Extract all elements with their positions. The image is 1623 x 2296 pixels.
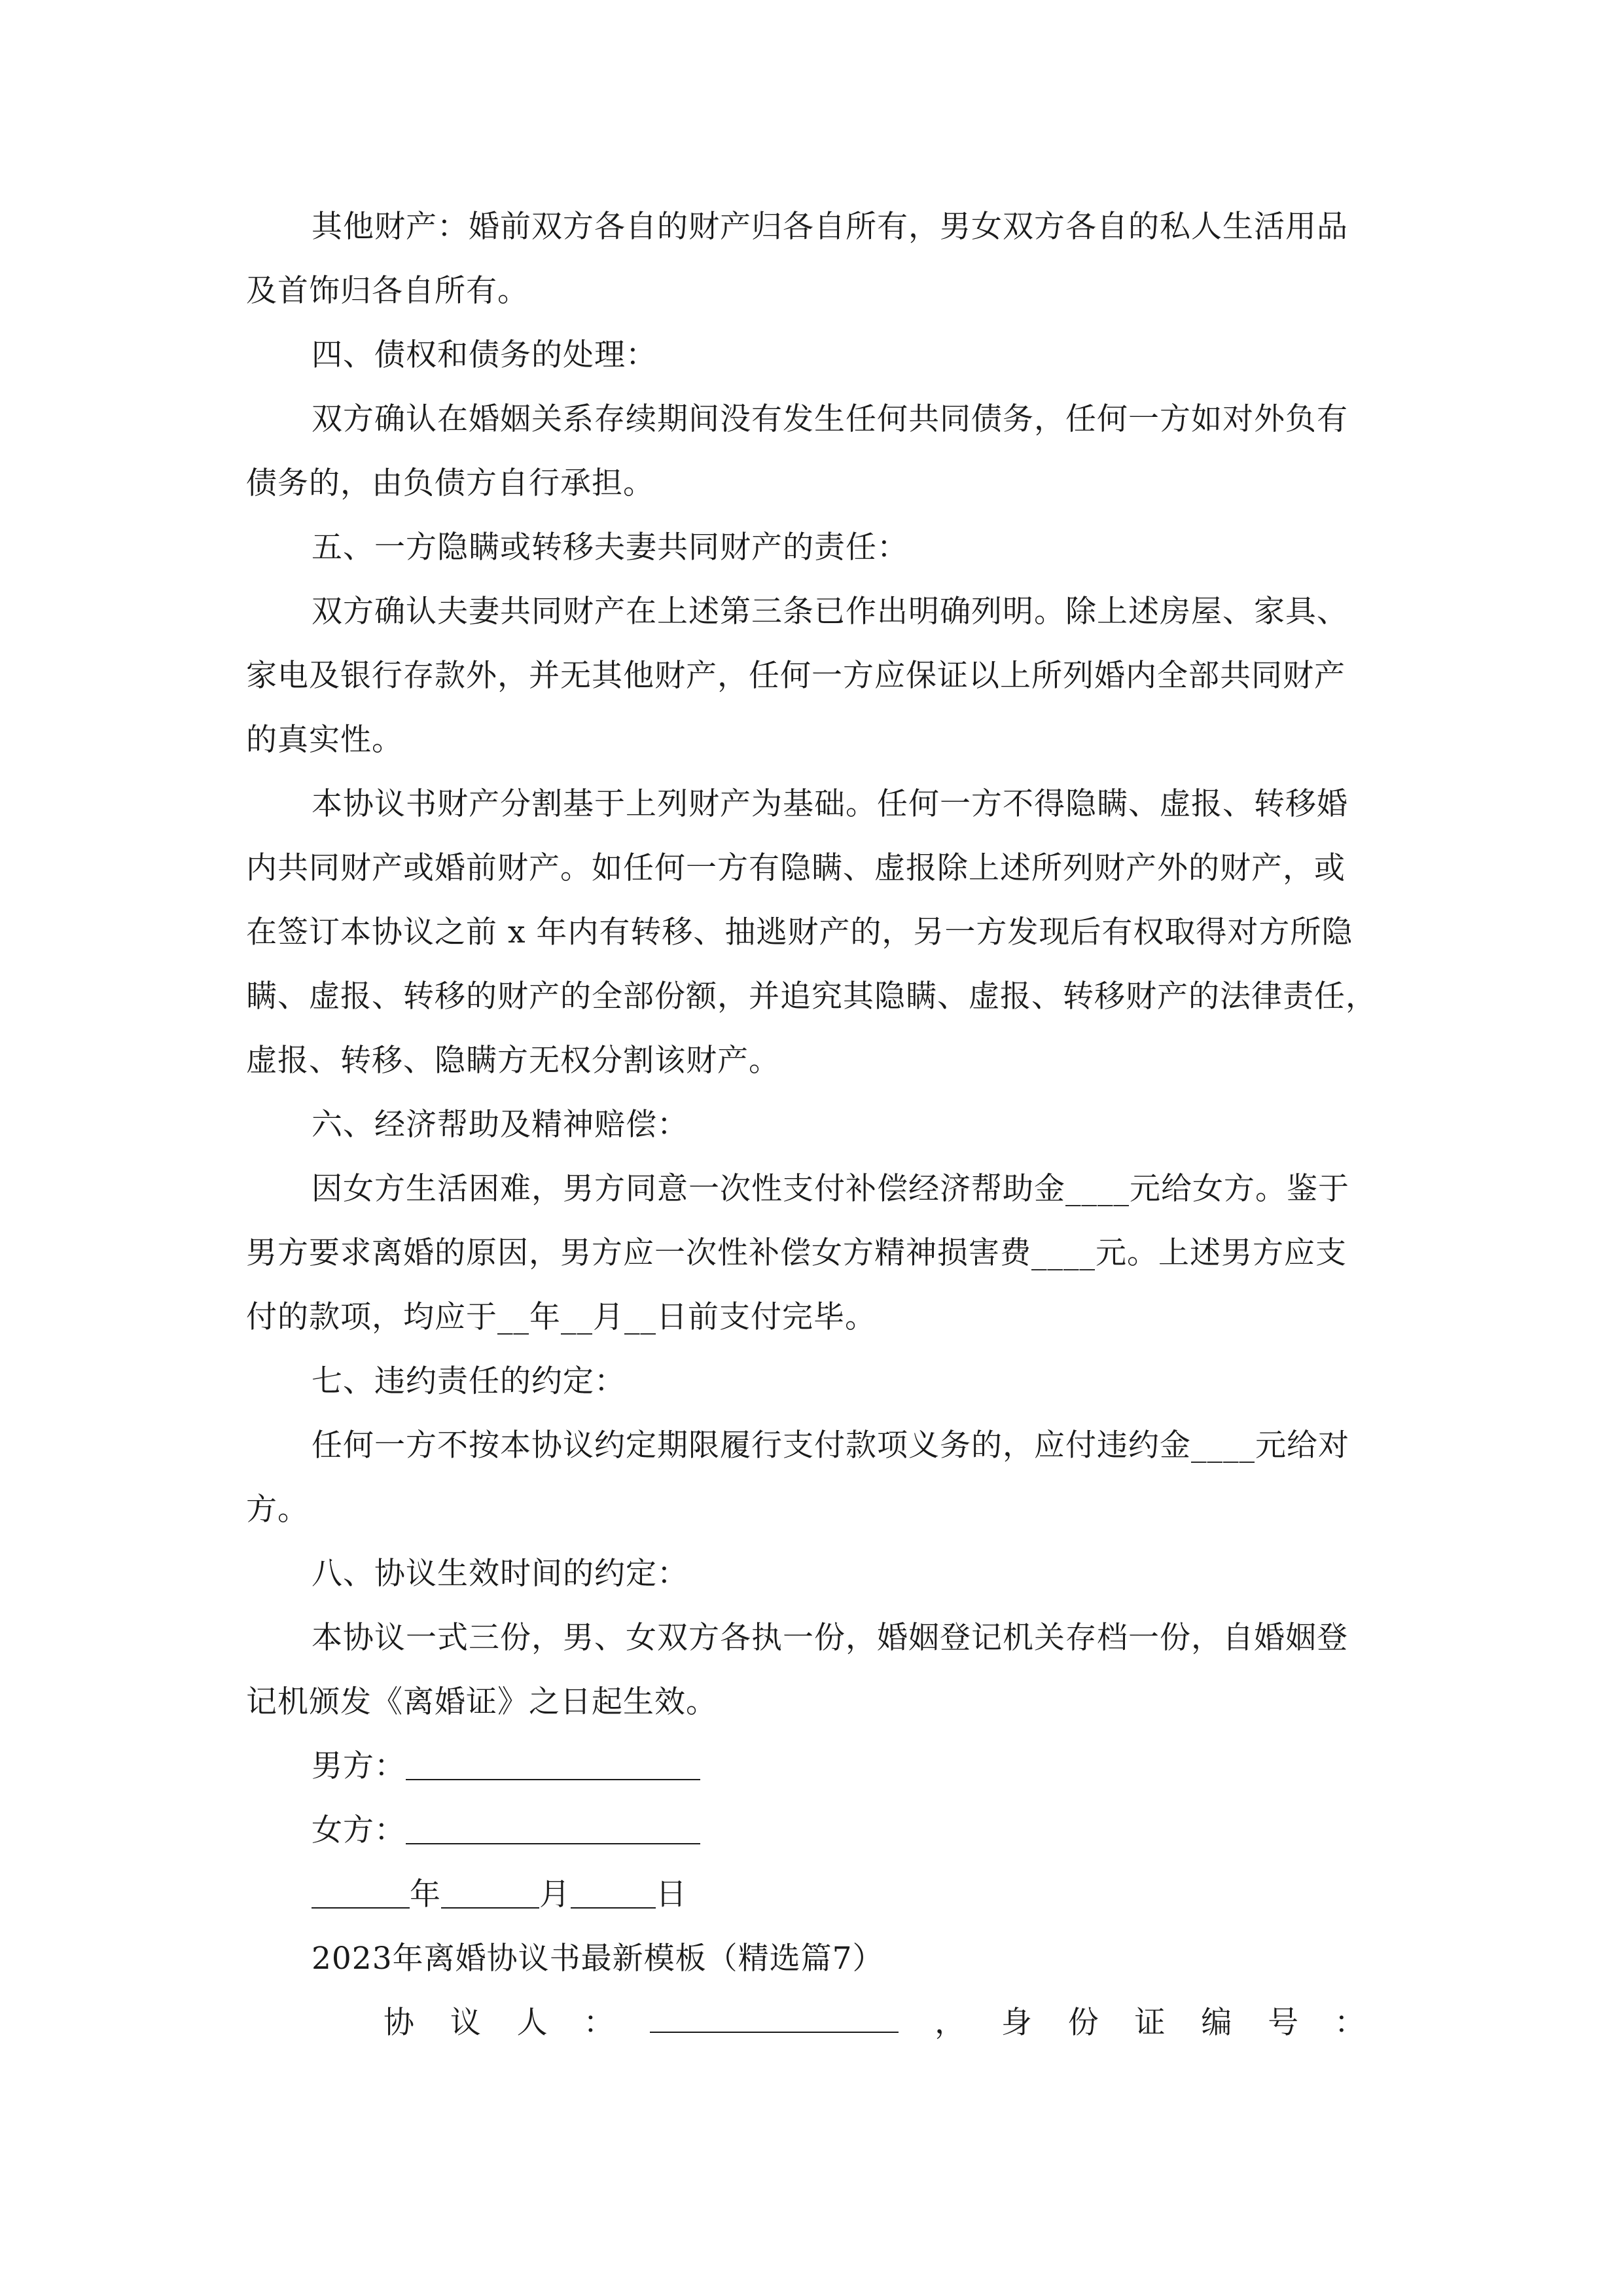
agreement-char: 议: [450, 2005, 481, 2041]
male-signature-blank[interactable]: [406, 1751, 700, 1780]
date-month-blank[interactable]: [441, 1880, 539, 1909]
paragraph-line: 男方要求离婚的原因，男方应一次性补偿女方精神损害费____元。上述男方应支: [246, 1235, 1347, 1271]
paragraph-line: 家电及银行存款外，并无其他财产，任何一方应保证以上所列婚内全部共同财产: [246, 658, 1346, 694]
id-char: 身: [1001, 2005, 1032, 2041]
id-char: 号: [1268, 2005, 1299, 2041]
agreement-colon: ：: [583, 2005, 615, 2041]
agreement-party-line: [246, 1991, 1378, 2055]
paragraph-line: 瞒、虚报、转移的财产的全部份额，并追究其隐瞒、虚报、转移财产的法律责任，: [246, 978, 1377, 1014]
agreement-char: 人: [516, 2005, 548, 2041]
paragraph-line: 其他财产：婚前双方各自的财产归各自所有，男女双方各自的私人生活用品: [312, 209, 1348, 245]
section-heading: 六、经济帮助及精神赔偿：: [312, 1107, 688, 1143]
female-signature-line: [246, 1799, 1378, 1863]
paragraph-line: 债务的，由负债方自行承担。: [246, 465, 654, 501]
male-label: 男方：: [312, 1748, 406, 1784]
id-colon: ：: [1334, 2005, 1365, 2041]
date-year-label: 年: [410, 1876, 441, 1912]
paragraph-line: 双方确认夫妻共同财产在上述第三条已作出明确列明。除上述房屋、家具、: [312, 594, 1348, 630]
section-heading: 七、违约责任的约定：: [312, 1363, 626, 1399]
section-heading: 四、债权和债务的处理：: [312, 337, 657, 373]
date-year-blank[interactable]: [312, 1880, 410, 1909]
paragraph-line: 方。: [246, 1492, 309, 1528]
id-char: 编: [1201, 2005, 1232, 2041]
paragraph-line: 记机颁发《离婚证》之日起生效。: [246, 1684, 717, 1720]
paragraph-line: 本协议书财产分割基于上列财产为基础。任何一方不得隐瞒、虚报、转移婚: [312, 786, 1348, 822]
female-signature-blank[interactable]: [406, 1816, 700, 1844]
paragraph-line: 付的款项，均应于__年__月__日前支付完毕。: [246, 1299, 876, 1335]
date-day-blank[interactable]: [571, 1880, 656, 1909]
id-char: 份: [1067, 2005, 1099, 2041]
section-heading: 八、协议生效时间的约定：: [312, 1556, 688, 1592]
paragraph-line: 任何一方不按本协议约定期限履行支付款项义务的，应付违约金____元给对: [312, 1427, 1349, 1463]
agreement-comma: ，: [935, 2005, 966, 2041]
paragraph-line: 在签订本协议之前 x 年内有转移、抽逃财产的，另一方发现后有权取得对方所隐: [246, 914, 1353, 950]
paragraph-line: 内共同财产或婚前财产。如任何一方有隐瞒、虚报除上述所列财产外的财产，或: [246, 850, 1346, 886]
agreement-char: 协: [383, 2005, 414, 2041]
paragraph-line: 本协议一式三份，男、女双方各执一份，婚姻登记机关存档一份，自婚姻登: [312, 1620, 1348, 1656]
paragraph-line: 虚报、转移、隐瞒方无权分割该财产。: [246, 1043, 780, 1079]
male-signature-line: [246, 1734, 1378, 1799]
document-page: [246, 195, 1378, 2055]
id-char: 证: [1134, 2005, 1166, 2041]
female-label: 女方：: [312, 1812, 406, 1848]
template-heading: 2023年离婚协议书最新模板（精选篇7）: [312, 1941, 884, 1977]
agreement-party-blank[interactable]: [650, 2004, 899, 2033]
paragraph-line: 因女方生活困难，男方同意一次性支付补偿经济帮助金____元给女方。鉴于: [312, 1171, 1349, 1207]
paragraph-line: 的真实性。: [246, 722, 403, 758]
date-day-label: 日: [656, 1876, 687, 1912]
signature-date-line: [246, 1863, 1378, 1927]
section-heading: 五、一方隐瞒或转移夫妻共同财产的责任：: [312, 529, 908, 565]
date-month-label: 月: [539, 1876, 571, 1912]
paragraph-line: 双方确认在婚姻关系存续期间没有发生任何共同债务，任何一方如对外负有: [312, 401, 1348, 437]
paragraph-line: 及首饰归各自所有。: [246, 273, 529, 309]
